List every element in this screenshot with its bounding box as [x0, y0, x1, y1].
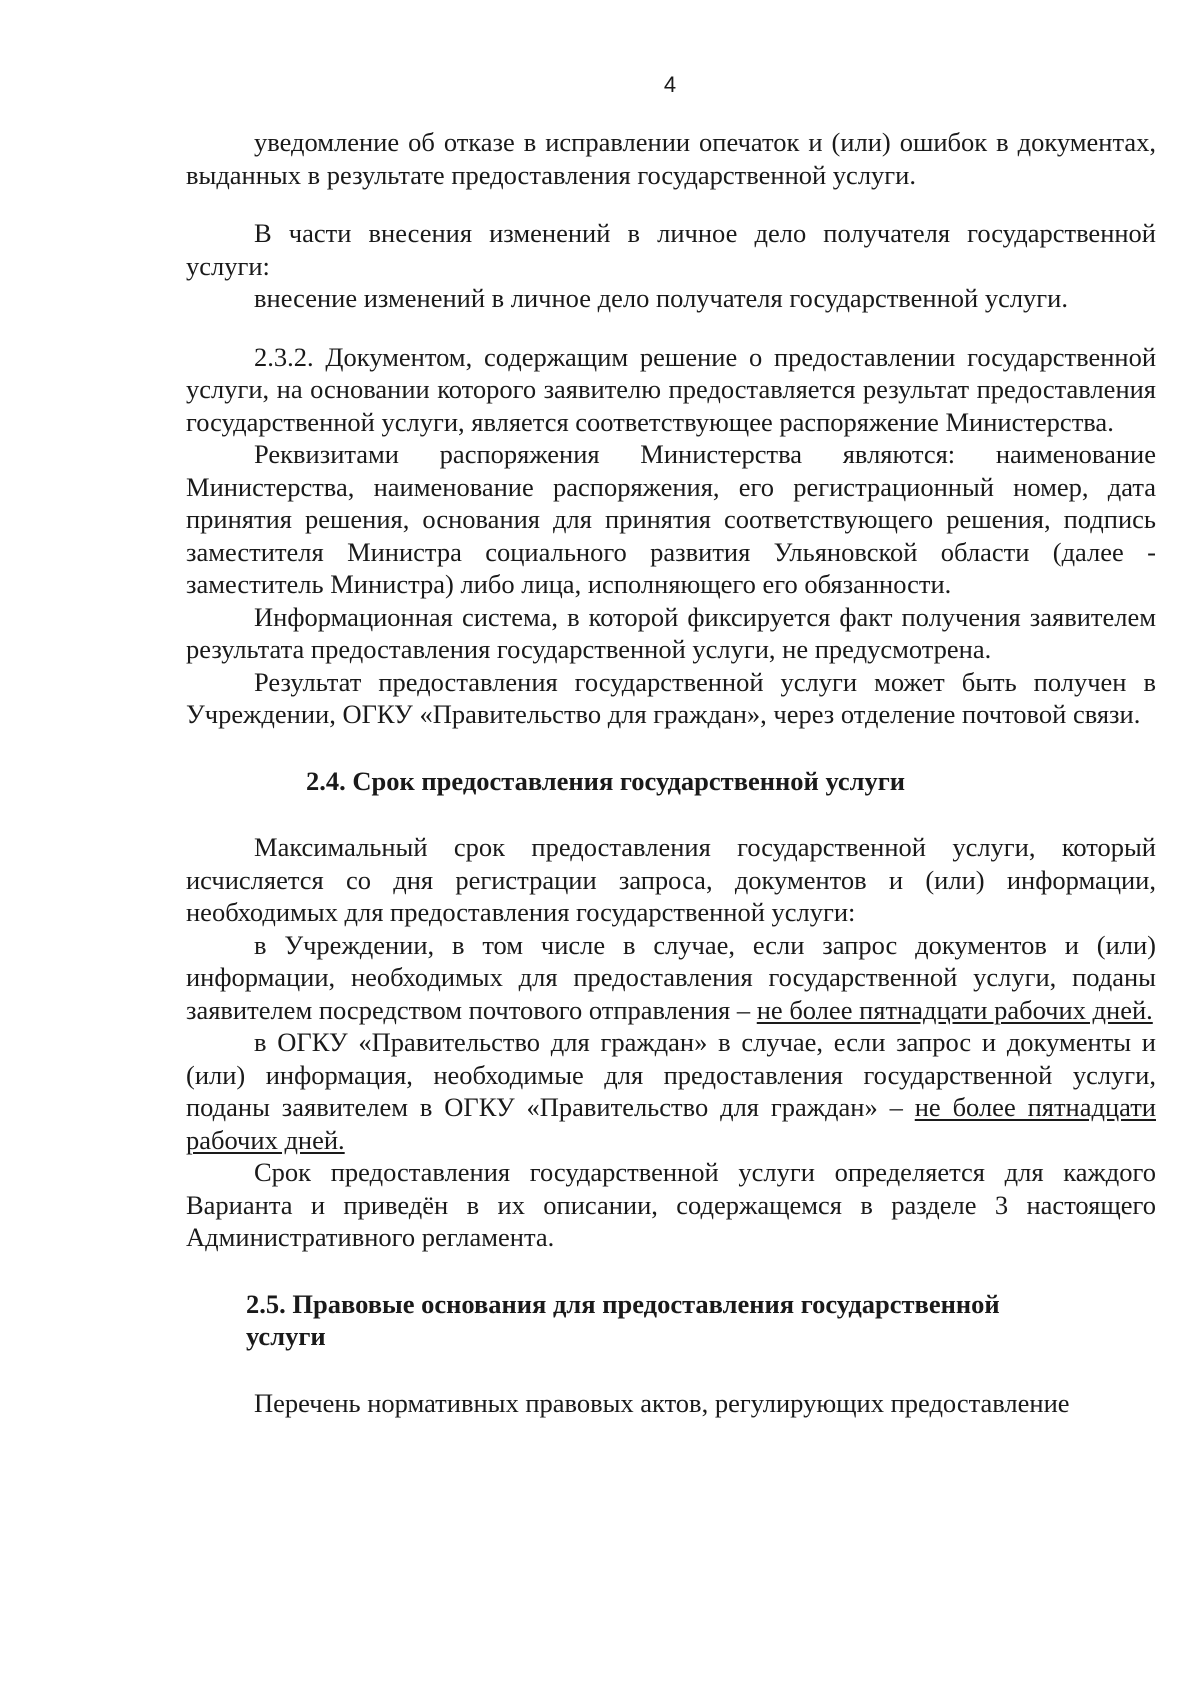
- paragraph-order-requisites: Реквизитами распоряжения Министерства являются: наименование Министерства, наименование распоряжения, его регистрационный номер, дата принятия решения, основания для принятия соответствующего решения, подпись заместителя Министра социального развития Ульяновской области (далее - заместитель Министра) либо лица, исполняющего его обязанности.: [186, 439, 1156, 599]
- term-ogku-text: в ОГКУ «Правительство для граждан» в случае, если запрос и документы и (или) информация, необходимые для предоставления государственной услуги, поданы заявителем в ОГКУ «Правительство для граждан» –: [186, 1027, 1156, 1122]
- paragraph-max-term: Максимальный срок предоставления государственной услуги, который исчисляется со дня регистрации запроса, документов и (или) информации, необходимых для предоставления государственной услуги:: [186, 832, 1156, 927]
- page-number: 4: [663, 72, 677, 97]
- section-heading-2-5-line2: услуги: [246, 1321, 326, 1351]
- section-heading-2-4: 2.4. Срок предоставления государственной услуги: [306, 765, 906, 796]
- paragraph-2-3-2-decision-document: 2.3.2. Документом, содержащим решение о предоставлении государственной услуги, на основании которого заявителю предоставляется результат предоставления государственной услуги, является соответствующее распоряжение Министерства.: [186, 341, 1156, 437]
- section-heading-2-5-line1: 2.5. Правовые основания для предоставления государственной: [246, 1288, 1000, 1319]
- paragraph-personal-file-changes-intro: В части внесения изменений в личное дело получателя государственной услуги:: [186, 218, 1156, 281]
- paragraph-refusal-notice: уведомление об отказе в исправлении опечаток и (или) ошибок в документах, выданных в результате предоставления государственной услуги.: [186, 127, 1156, 190]
- paragraph-term-variant: Срок предоставления государственной услуги определяется для каждого Варианта и приведён в их описании, содержащемся в разделе 3 настоящего Административного регламента.: [186, 1157, 1156, 1252]
- term-institution-deadline: не более пятнадцати рабочих дней.: [756, 994, 1153, 1025]
- document-body: [186, 126, 1156, 1419]
- paragraph-term-ogku: [186, 1026, 1156, 1156]
- paragraph-information-system: Информационная система, в которой фиксируется факт получения заявителем результата предоставления государственной услуги, не предусмотрена.: [186, 601, 1156, 664]
- paragraph-result-receiving: Результат предоставления государственной услуги может быть получен в Учреждении, ОГКУ «Правительство для граждан», через отделение почтовой связи.: [186, 666, 1156, 729]
- paragraph-term-institution: [186, 929, 1156, 1027]
- section-heading-2-5: [186, 1288, 1156, 1353]
- term-ogku-deadline: не более пятнадцати рабочих дней.: [186, 1092, 1156, 1155]
- term-institution-text: в Учреждении, в том числе в случае, если запрос документов и (или) информации, необходимых для предоставления государственной услуги, поданы заявителем посредством почтового отправления –: [186, 929, 1156, 1025]
- paragraph-legal-acts-list: Перечень нормативных правовых актов, регулирующих предоставление: [254, 1387, 1070, 1418]
- paragraph-personal-file-changes: внесение изменений в личное дело получателя государственной услуги.: [254, 283, 1068, 313]
